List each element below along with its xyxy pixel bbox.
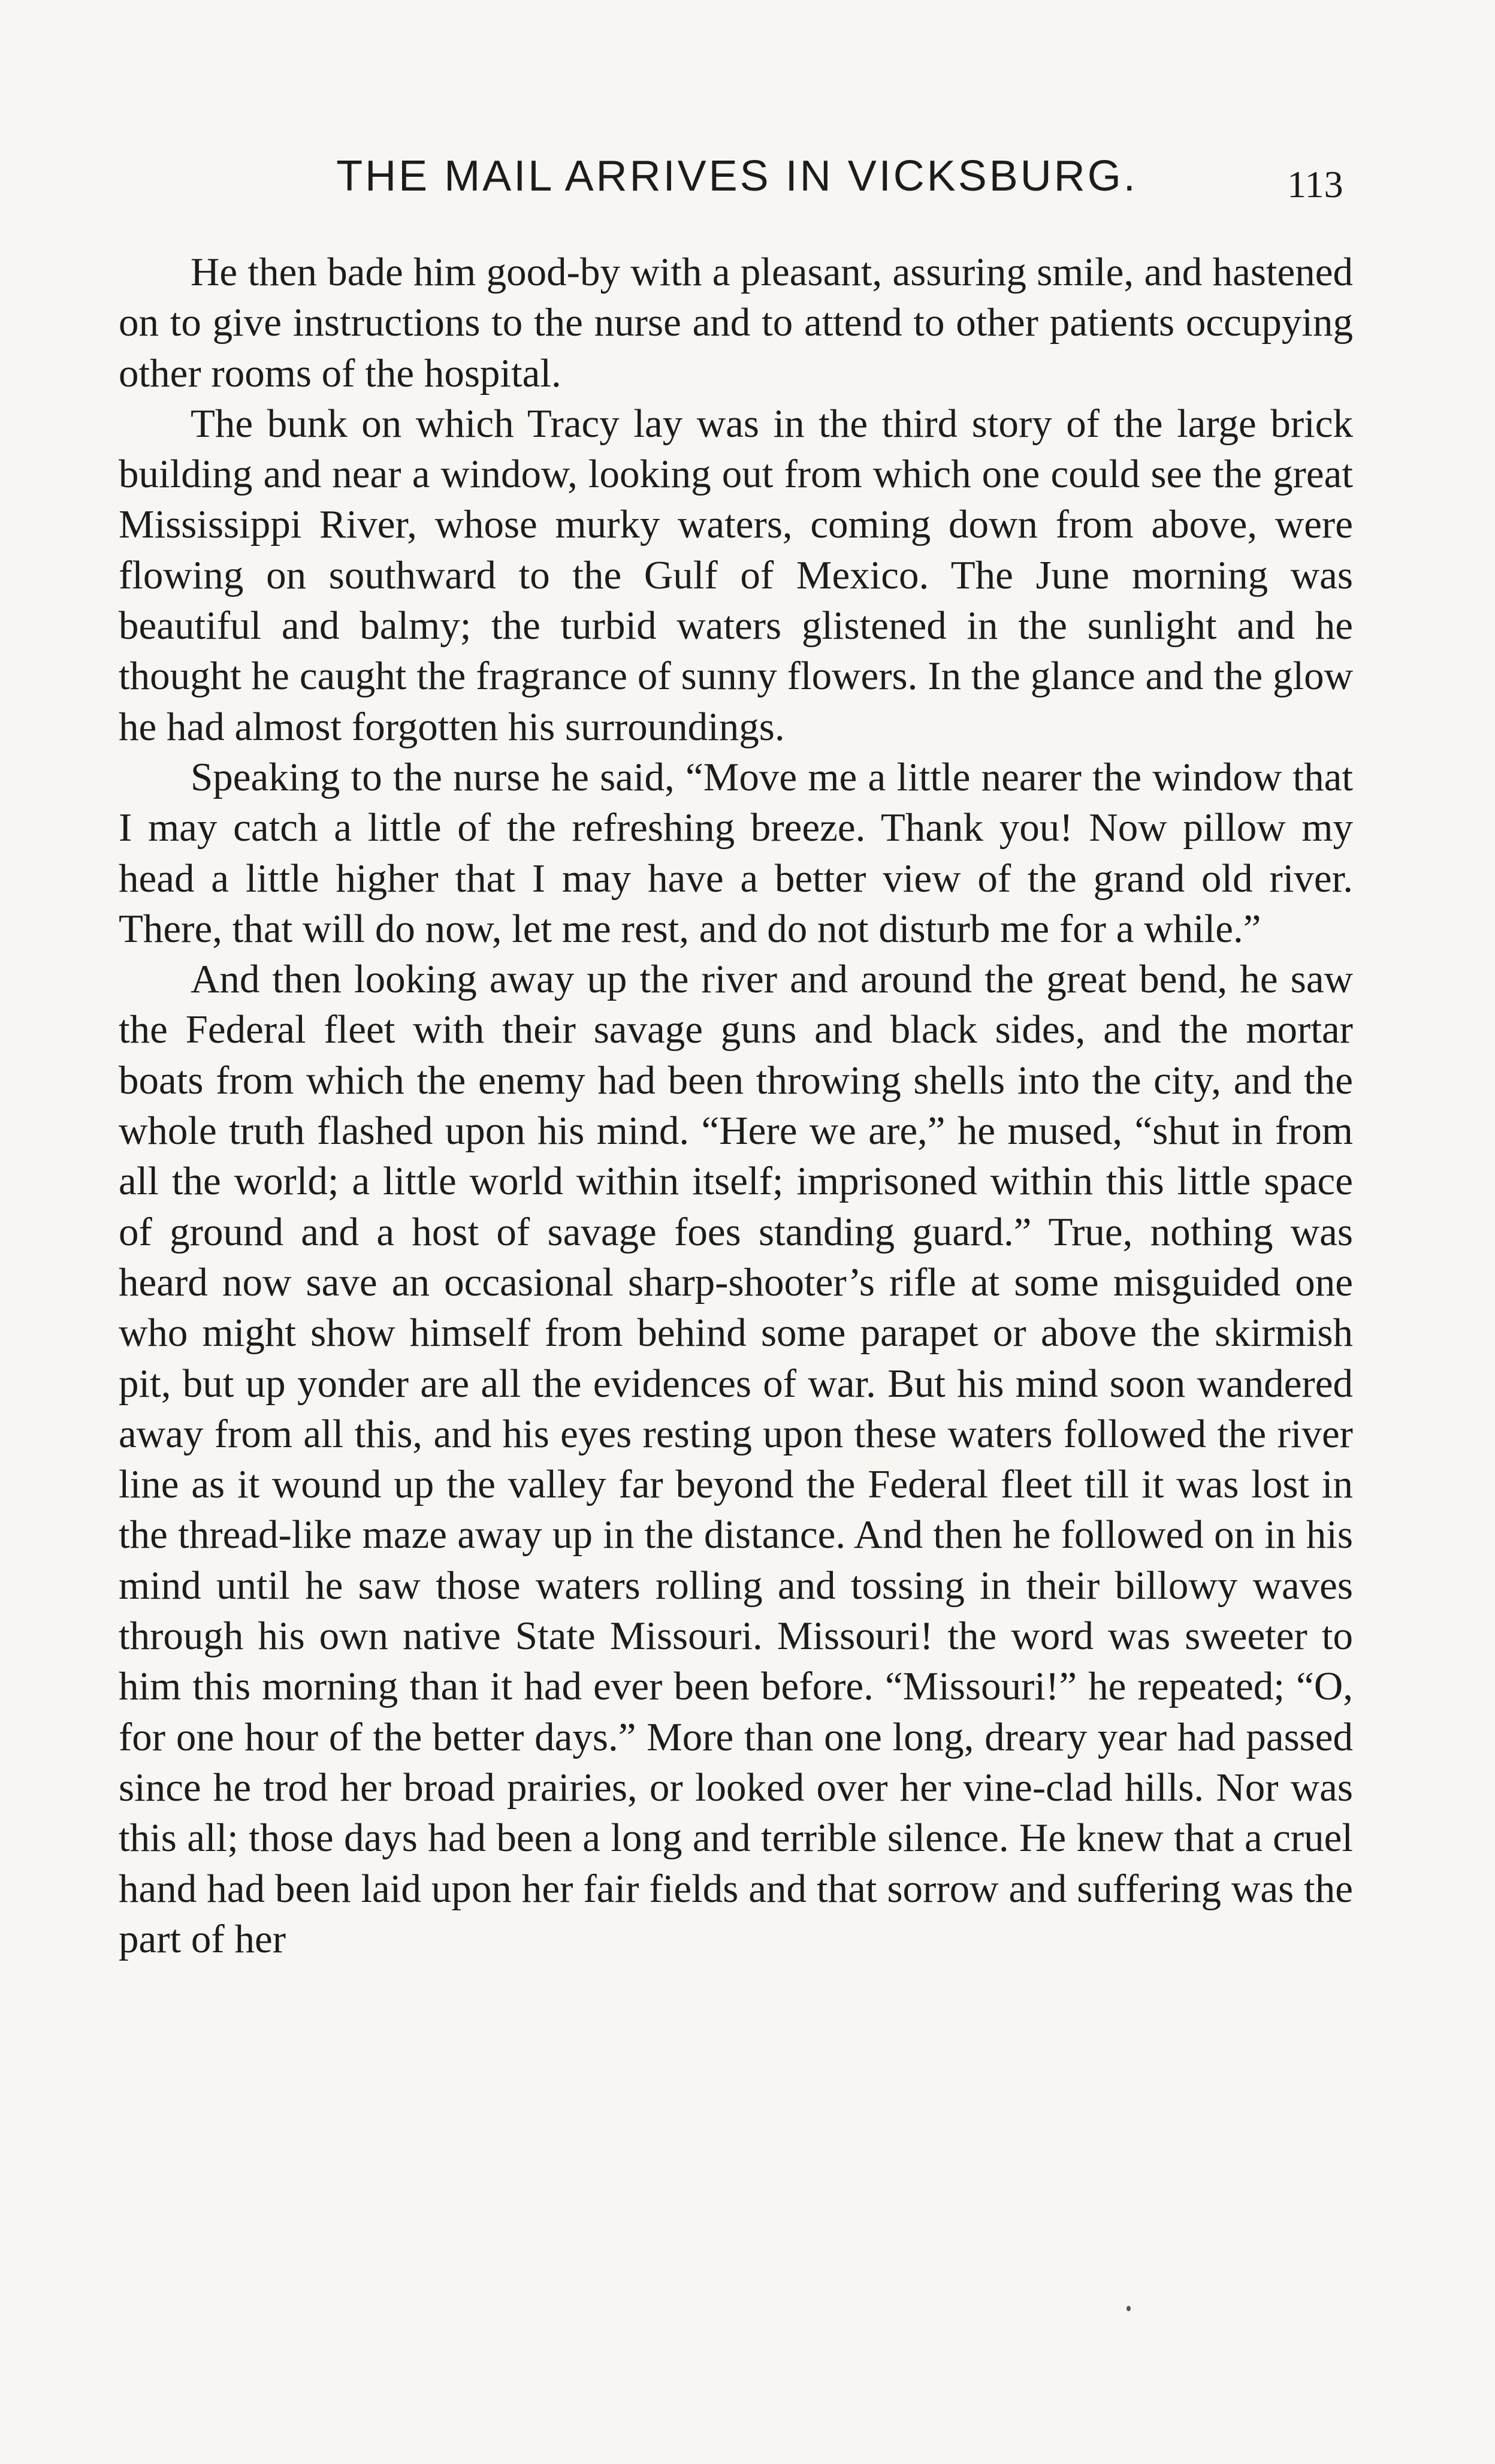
paragraph-1: He then bade him good-by with a pleasant, assuring smile, and hastened on to give instructions to the nurse and to attend to other patients occupying other rooms of the hospital. bbox=[119, 250, 1353, 395]
running-title: THE MAIL ARRIVES IN VICKSBURG. bbox=[336, 152, 1138, 200]
ink-speck bbox=[1126, 2306, 1131, 2311]
paragraph-4: And then looking away up the river and around the great bend, he saw the Federal fleet with their savage guns and black sides, and the mortar boats from which the enemy had been throwing shells into the city, and the whole truth flashed upon his mind. “Here we are,” he mused, “shut in from all the world; a little world within itself; imprisoned within this little space of ground and a host of savage foes standing guard.” True, nothing was heard now save an occasional sharp-shooter’s rifle at some misguided one who might show himself from behind some parapet or above the skirmish pit, but up yonder are all the evidences of war. But his mind soon wandered away from all this, and his eyes resting upon these waters followed the river line as it wound up the valley far beyond the Federal fleet till it was lost in the thread-like maze away up in the distance. And then he followed on in his mind until he saw those waters rolling and tossing in their billowy waves through his own native State Missouri. Missouri! the word was sweeter to him this morning than it had ever been before. “Missouri!” he repeated; “O, for one hour of the better days.” More than one long, dreary year had passed since he trod her broad prairies, or looked over her vine-clad hills. Nor was this all; those days had been a long and terrible silence. He knew that a cruel hand had been laid upon her fair fields and that sorrow and suffering was the part of her bbox=[119, 957, 1353, 1961]
paragraph-2: The bunk on which Tracy lay was in the third story of the large brick building and near a window, looking out from which one could see the great Mississippi River, whose murky waters, coming down from above, were flowing on southward to the Gulf of Mexico. The June morning was beautiful and balmy; the turbid waters glistened in the sunlight and he thought he caught the fragrance of sunny flowers. In the glance and the glow he had almost forgotten his surroundings. bbox=[119, 401, 1353, 749]
paragraph-3: Speaking to the nurse he said, “Move me a little nearer the window that I may catch a little of the refreshing breeze. Thank you! Now pillow my head a little higher that I may have a better view of the grand old river. There, that will do now, let me rest, and do not disturb me for a while.” bbox=[119, 754, 1353, 951]
body-text bbox=[119, 247, 1353, 1964]
page-number: 113 bbox=[1287, 163, 1343, 206]
